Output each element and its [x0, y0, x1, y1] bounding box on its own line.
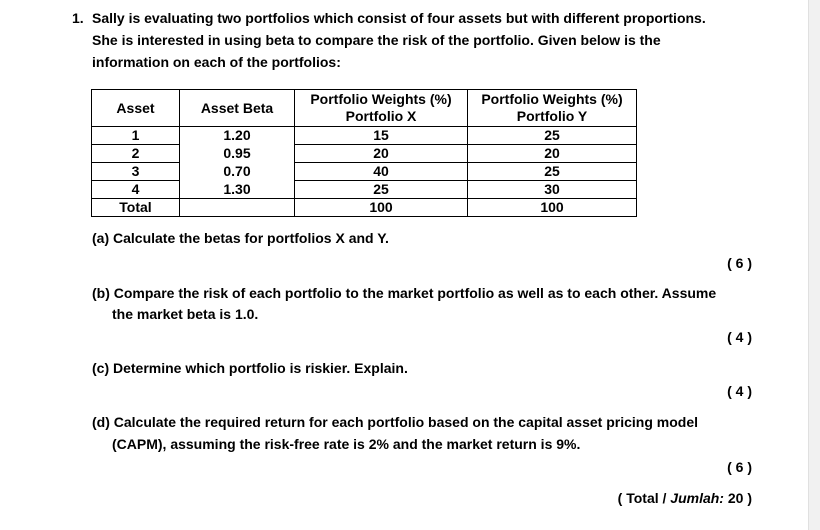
- part-c-marks: ( 4 ): [727, 383, 752, 399]
- header-portfolio-x-label: Portfolio X: [345, 108, 417, 124]
- header-weights-y: Portfolio Weights (%): [481, 91, 623, 107]
- header-portfolio-x: [295, 90, 468, 127]
- part-d-marks: ( 6 ): [727, 459, 752, 475]
- cell-asset: 4: [92, 181, 180, 199]
- portfolio-table: [91, 89, 637, 217]
- part-a-text: (a) Calculate the betas for portfolios X and Y.: [92, 230, 389, 246]
- header-asset: Asset: [92, 90, 180, 127]
- part-b-line-1: (b) Compare the risk of each portfolio to the market portfolio as well as to each other. Assume: [92, 285, 717, 301]
- cell-weight-y: 25: [468, 163, 637, 181]
- part-a-marks: ( 6 ): [727, 255, 752, 271]
- header-weights-x: Portfolio Weights (%): [310, 91, 452, 107]
- question-line-2: She is interested in using beta to compare the risk of the portfolio. Given below is the: [92, 32, 661, 48]
- cell-weight-x: 20: [295, 145, 468, 163]
- cell-total-y: 100: [468, 199, 637, 217]
- scrollbar-track[interactable]: [808, 0, 820, 530]
- cell-total-label: Total: [92, 199, 180, 217]
- part-d-line-2: (CAPM), assuming the risk-free rate is 2% and the market return is 9%.: [112, 436, 581, 452]
- table-row: [92, 181, 637, 199]
- cell-total-x: 100: [295, 199, 468, 217]
- part-c-text: (c) Determine which portfolio is riskier. Explain.: [92, 360, 408, 376]
- total-jumlah: Jumlah:: [670, 490, 724, 506]
- cell-weight-x: 25: [295, 181, 468, 199]
- total-prefix: ( Total /: [617, 490, 671, 506]
- table-row: [92, 127, 637, 145]
- part-b-line-2: the market beta is 1.0.: [112, 306, 259, 322]
- table-total-row: [92, 199, 637, 217]
- cell-beta: 1.20: [180, 127, 295, 145]
- question-line-3: information on each of the portfolios:: [92, 54, 341, 70]
- cell-weight-y: 20: [468, 145, 637, 163]
- cell-beta: 1.30: [180, 181, 295, 199]
- header-portfolio-y-label: Portfolio Y: [516, 108, 588, 124]
- question-line-1: Sally is evaluating two portfolios which consist of four assets but with different proportions.: [92, 10, 706, 26]
- cell-asset: 2: [92, 145, 180, 163]
- cell-weight-x: 15: [295, 127, 468, 145]
- total-marks: [618, 490, 752, 507]
- table-header-row: [92, 90, 637, 127]
- part-b-marks: ( 4 ): [727, 329, 752, 345]
- header-portfolio-y: [468, 90, 637, 127]
- table-row: [92, 163, 637, 181]
- cell-asset: 1: [92, 127, 180, 145]
- header-asset-beta: Asset Beta: [180, 90, 295, 127]
- cell-asset: 3: [92, 163, 180, 181]
- part-d-line-1: (d) Calculate the required return for each portfolio based on the capital asset pricing model: [92, 414, 698, 430]
- cell-weight-x: 40: [295, 163, 468, 181]
- cell-weight-y: 25: [468, 127, 637, 145]
- question-number: 1.: [72, 10, 84, 26]
- cell-beta: 0.95: [180, 145, 295, 163]
- cell-total-beta: [180, 199, 295, 217]
- cell-beta: 0.70: [180, 163, 295, 181]
- cell-weight-y: 30: [468, 181, 637, 199]
- total-suffix: 20 ): [723, 490, 752, 506]
- table-row: [92, 145, 637, 163]
